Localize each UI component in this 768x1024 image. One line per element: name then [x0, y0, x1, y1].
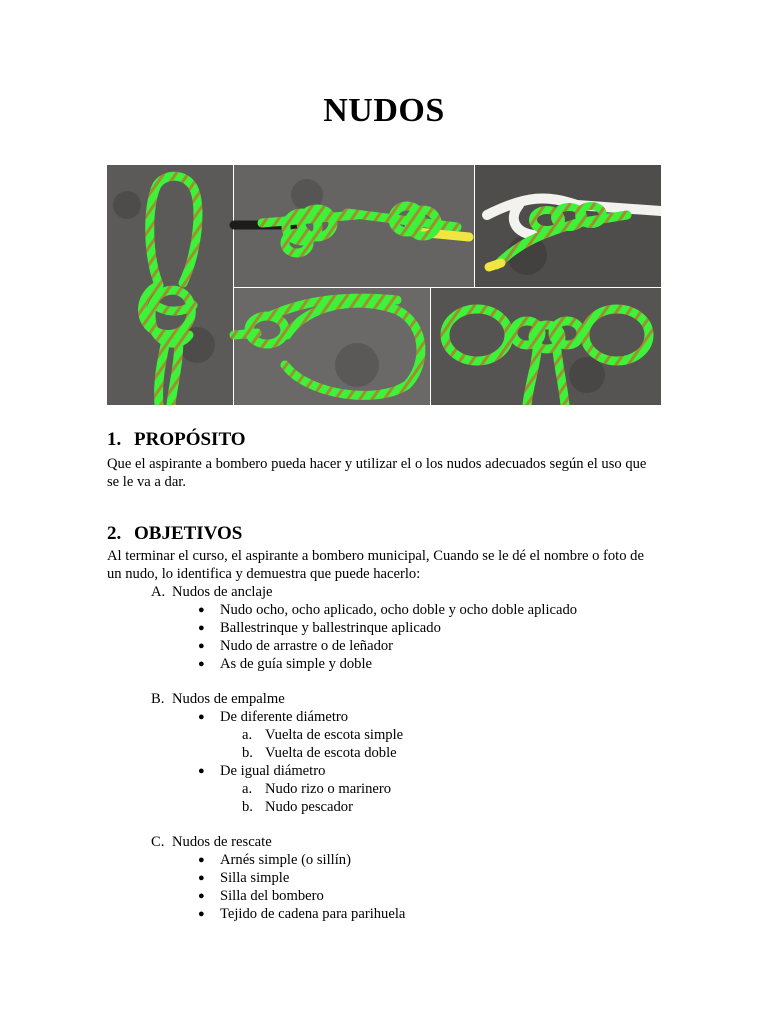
- bullet-icon: ●: [198, 658, 205, 670]
- knots-photo-collage: [107, 165, 661, 405]
- list-item: Nudo de arrastre o de leñador: [220, 638, 394, 654]
- objetivos-line-1: Al terminar el curso, el aspirante a bombero municipal, Cuando se le dé el nombre o foto de: [107, 548, 644, 564]
- group-b-letter: B.: [151, 691, 165, 707]
- group-a-letter: A.: [151, 584, 166, 600]
- bullet-icon: ●: [198, 640, 205, 652]
- bullet-icon: ●: [198, 622, 205, 634]
- list-item: Silla del bombero: [220, 888, 324, 904]
- section-title: PROPÓSITO: [134, 429, 246, 450]
- bullet-icon: ●: [198, 908, 205, 920]
- bullet-icon: ●: [198, 890, 205, 902]
- sub-item-letter: a.: [242, 727, 253, 743]
- objetivos-line-2: un nudo, lo identifica y demuestra que puede hacerlo:: [107, 566, 421, 582]
- sub-item: Vuelta de escota doble: [265, 745, 397, 761]
- proposito-line-2: se le va a dar.: [107, 474, 187, 490]
- sub-item-letter: b.: [242, 799, 253, 815]
- list-item: Nudo ocho, ocho aplicado, ocho doble y ocho doble aplicado: [220, 602, 578, 618]
- sub-item: Vuelta de escota simple: [265, 727, 404, 743]
- list-item: De diferente diámetro: [220, 709, 349, 725]
- list-item: Arnés simple (o sillín): [220, 852, 351, 868]
- list-item: Tejido de cadena para parihuela: [220, 906, 406, 922]
- section-heading-objetivos: [107, 523, 242, 545]
- section-number: 2.: [107, 523, 122, 544]
- section-number: 1.: [107, 429, 122, 450]
- list-item: De igual diámetro: [220, 763, 326, 779]
- bullet-icon: ●: [198, 854, 205, 866]
- list-item: As de guía simple y doble: [220, 656, 372, 672]
- group-a-label: Nudos de anclaje: [172, 584, 273, 600]
- group-c-letter: C.: [151, 834, 165, 850]
- sub-item-letter: b.: [242, 745, 253, 761]
- sub-item: Nudo rizo o marinero: [265, 781, 392, 797]
- group-b-label: Nudos de empalme: [172, 691, 285, 707]
- sub-item: Nudo pescador: [265, 799, 353, 815]
- section-heading-proposito: [107, 429, 246, 451]
- bullet-icon: ●: [198, 872, 205, 884]
- bullet-icon: ●: [198, 711, 205, 723]
- section-title: OBJETIVOS: [134, 523, 243, 544]
- bullet-icon: ●: [198, 765, 205, 777]
- list-item: Silla simple: [220, 870, 290, 886]
- sub-item-letter: a.: [242, 781, 253, 797]
- proposito-line-1: Que el aspirante a bombero pueda hacer y utilizar el o los nudos adecuados según el uso que: [107, 456, 647, 472]
- group-c-label: Nudos de rescate: [172, 834, 272, 850]
- list-item: Ballestrinque y ballestrinque aplicado: [220, 620, 441, 636]
- bullet-icon: ●: [198, 604, 205, 616]
- page-title: NUDOS: [323, 92, 445, 129]
